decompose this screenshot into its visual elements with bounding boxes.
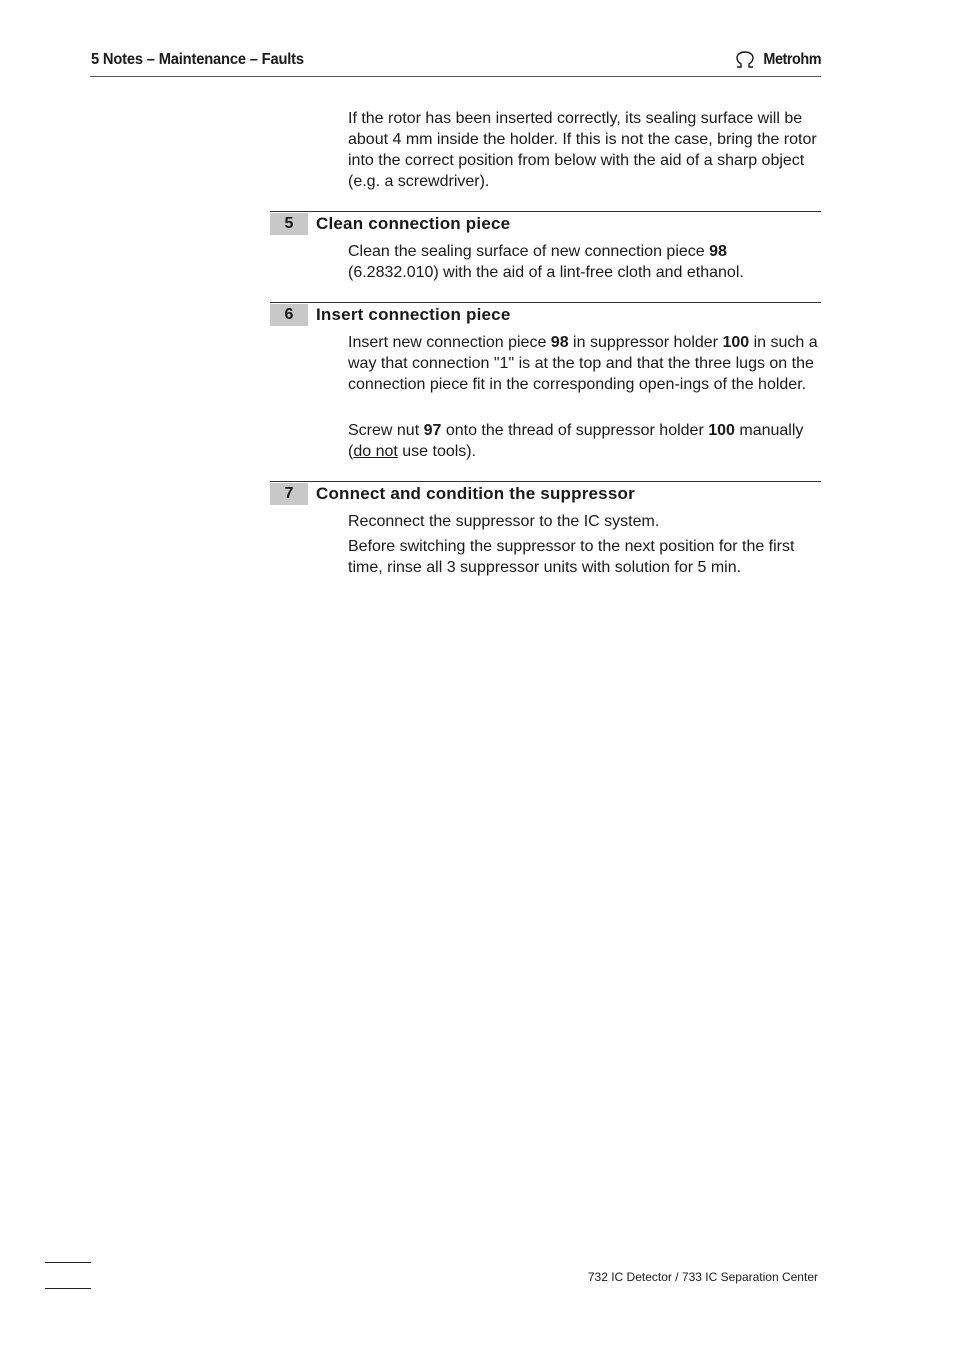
- step-7-paragraph-1: Reconnect the suppressor to the IC system.: [348, 513, 660, 530]
- step-5-header: [270, 211, 821, 236]
- brand-logo: [735, 51, 821, 69]
- omega-icon: [735, 51, 755, 69]
- step-6-header: [270, 302, 821, 327]
- footer-rule-top: [45, 1262, 91, 1263]
- step-number: 7: [270, 483, 308, 505]
- step-title: Clean connection piece: [316, 214, 511, 233]
- step-5-paragraph: Clean the sealing surface of new connection piece 98 (6.2832.010) with the aid of a lint-free cloth and ethanol.: [348, 243, 744, 281]
- step-title: Connect and condition the suppressor: [316, 484, 635, 503]
- step-6-paragraph-1: Insert new connection piece 98 in suppressor holder 100 in such a way that connection "1" is at the top and that the three lugs on the connection piece fit in the corresponding open-ings of the holder.: [348, 334, 818, 393]
- step-number: 6: [270, 304, 308, 326]
- brand-name: Metrohm: [763, 51, 821, 68]
- step-7-paragraph-2: Before switching the suppressor to the next position for the first time, rinse all 3 suppressor units with solution for 5 min.: [348, 538, 795, 576]
- footer-rule-bottom: [45, 1288, 91, 1289]
- page-header: [90, 48, 821, 77]
- step-title: Insert connection piece: [316, 305, 511, 324]
- section-title: 5 Notes – Maintenance – Faults: [91, 51, 304, 68]
- intro-paragraph: If the rotor has been inserted correctly, its sealing surface will be about 4 mm inside the holder. If this is not the case, bring the rotor into the correct position from below with the aid of a sharp object (e.g. a screwdriver).: [348, 110, 817, 190]
- footer-product: 732 IC Detector / 733 IC Separation Center: [587, 1270, 818, 1284]
- step-7-header: [270, 481, 821, 506]
- step-6-paragraph-2: Screw nut 97 onto the thread of suppressor holder 100 manually (do not use tools).: [348, 422, 804, 460]
- step-number: 5: [270, 213, 308, 235]
